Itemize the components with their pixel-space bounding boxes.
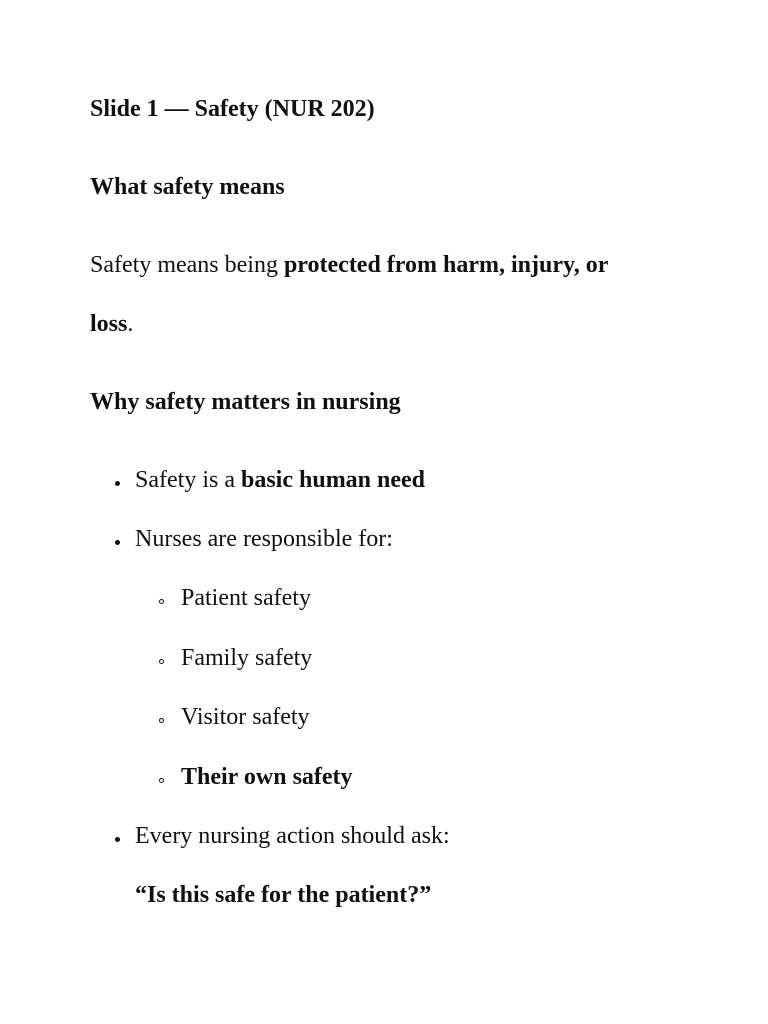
section-heading-why-safety-matters: Why safety matters in nursing [90, 389, 401, 415]
bullet-dot-icon [115, 837, 120, 842]
sub-item-visitor-safety: Visitor safety [181, 704, 310, 730]
sub-item-own-safety: Their own safety [181, 764, 353, 790]
section-heading-what-safety-means: What safety means [90, 174, 285, 200]
definition-prefix: Safety means being [90, 252, 284, 278]
bullet-item-responsible: Nurses are responsible for: [135, 526, 393, 552]
bullet-circle-icon [159, 659, 164, 664]
bullet-item-every-action: Every nursing action should ask: [135, 823, 450, 849]
definition-line-1 [90, 250, 608, 280]
sub-item-family-safety: Family safety [181, 645, 313, 671]
bullet-item-basic-need [135, 465, 425, 495]
definition-suffix: . [127, 311, 134, 337]
sub-item-patient-safety: Patient safety [181, 585, 311, 611]
definition-bold-text-continued: loss [90, 311, 128, 337]
definition-line-2 [90, 309, 133, 339]
bullet-item-prefix: Safety is a [135, 467, 241, 493]
bullet-circle-icon [159, 778, 164, 783]
bullet-circle-icon [159, 599, 164, 604]
bullet-dot-icon [115, 540, 120, 545]
bullet-dot-icon [115, 481, 120, 486]
slide-title: Slide 1 — Safety (NUR 202) [90, 96, 375, 122]
bullet-circle-icon [159, 718, 164, 723]
quote-text: “Is this safe for the patient?” [135, 882, 432, 908]
definition-bold-text: protected from harm, injury, or [283, 252, 609, 278]
bullet-item-bold: basic human need [240, 467, 426, 493]
